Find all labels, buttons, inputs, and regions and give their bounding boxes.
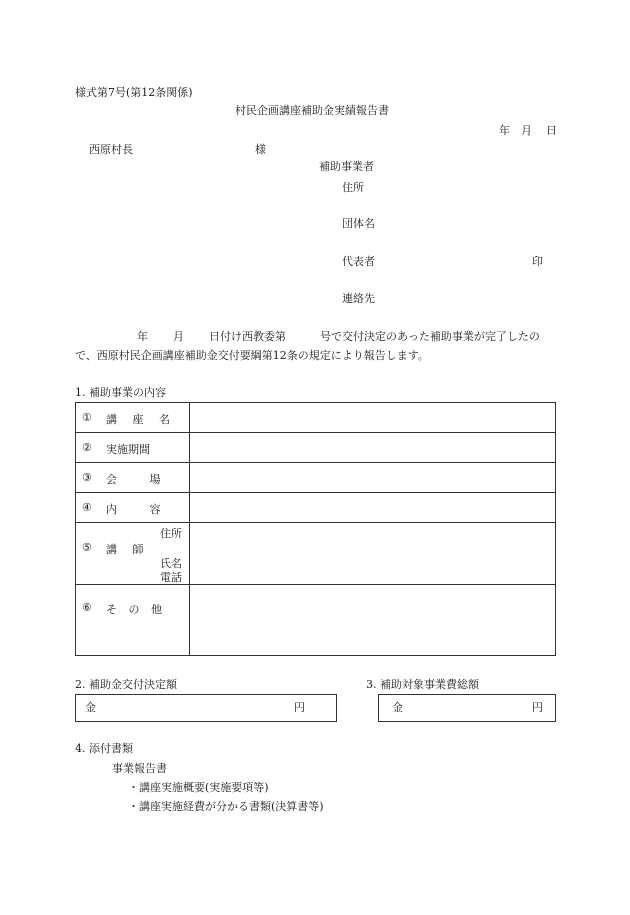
row-label-cell — [76, 463, 190, 493]
section1-heading: 1. 補助事業の内容 — [75, 386, 166, 399]
row-label: そ の 他 — [106, 603, 166, 616]
date-month: 月 — [521, 124, 532, 137]
attachment-bullet: ・講座実施経費が分かる書類(決算書等) — [128, 800, 324, 813]
address-label: 住所 — [342, 181, 364, 194]
table-row — [76, 523, 556, 585]
row-number: ④ — [82, 501, 92, 514]
org-label: 団体名 — [342, 217, 375, 230]
body-mid: 日付け西教委第 — [209, 330, 286, 343]
body-line2: で、西原村民企画講座補助金交付要綱第12条の規定により報告します。 — [75, 349, 429, 362]
yen-suffix: 円 — [294, 701, 305, 714]
grant-amount-field[interactable] — [75, 694, 337, 722]
row-label: 講 師 — [106, 543, 150, 556]
table-row — [76, 403, 556, 433]
row-label: 会 場 — [106, 473, 167, 486]
attachment-item: 事業報告書 — [112, 762, 167, 775]
table-row — [76, 463, 556, 493]
section4-heading: 4. 添付書類 — [75, 742, 133, 755]
row-number: ③ — [82, 471, 92, 484]
contact-label: 連絡先 — [342, 292, 375, 305]
row-number: ② — [82, 441, 92, 454]
row-label: 内 容 — [106, 503, 167, 516]
row-label: 講 座 名 — [106, 413, 176, 426]
row-label-cell — [76, 403, 190, 433]
venue-field[interactable] — [190, 463, 556, 493]
addressee: 西原村長 — [89, 143, 133, 156]
section2-heading: 2. 補助金交付決定額 — [75, 678, 177, 691]
yen-prefix: 金 — [85, 701, 96, 714]
seal-label: 印 — [532, 255, 543, 268]
content-table — [75, 402, 556, 656]
section3-heading: 3. 補助対象事業費総額 — [366, 678, 479, 691]
total-cost-field[interactable] — [378, 694, 556, 722]
body-month: 月 — [173, 330, 184, 343]
date-year: 年 — [499, 124, 510, 137]
table-row — [76, 433, 556, 463]
body-year: 年 — [137, 330, 148, 343]
row-label: 実施期間 — [106, 443, 150, 456]
yen-prefix: 金 — [392, 701, 403, 714]
row-label-cell — [76, 433, 190, 463]
table-row — [76, 585, 556, 656]
other-field[interactable] — [190, 585, 556, 656]
lecturer-address-label: 住所 — [160, 527, 182, 540]
attachment-bullet: ・講座実施概要(実施要項等) — [128, 781, 269, 794]
lecturer-name-label: 氏名 — [160, 557, 182, 570]
period-field[interactable] — [190, 433, 556, 463]
row-number: ① — [82, 411, 92, 424]
row-number: ⑥ — [82, 601, 92, 614]
row-label-cell — [76, 493, 190, 523]
document-title: 村民企画講座補助金実績報告書 — [235, 104, 389, 117]
yen-suffix: 円 — [532, 701, 543, 714]
content-field[interactable] — [190, 493, 556, 523]
course-name-field[interactable] — [190, 403, 556, 433]
table-row — [76, 493, 556, 523]
representative-label: 代表者 — [342, 255, 375, 268]
applicant-label: 補助事業者 — [319, 160, 374, 173]
lecturer-phone-label: 電話 — [160, 571, 182, 584]
honorific: 様 — [255, 143, 266, 156]
form-number: 様式第7号(第12条関係) — [75, 86, 193, 99]
lecturer-field[interactable] — [190, 523, 556, 585]
body-line1-end: 号で交付決定のあった補助事業が完了したの — [320, 330, 540, 343]
date-day: 日 — [546, 124, 557, 137]
row-label-cell — [76, 523, 190, 585]
row-label-cell — [76, 585, 190, 656]
row-number: ⑤ — [82, 541, 92, 554]
